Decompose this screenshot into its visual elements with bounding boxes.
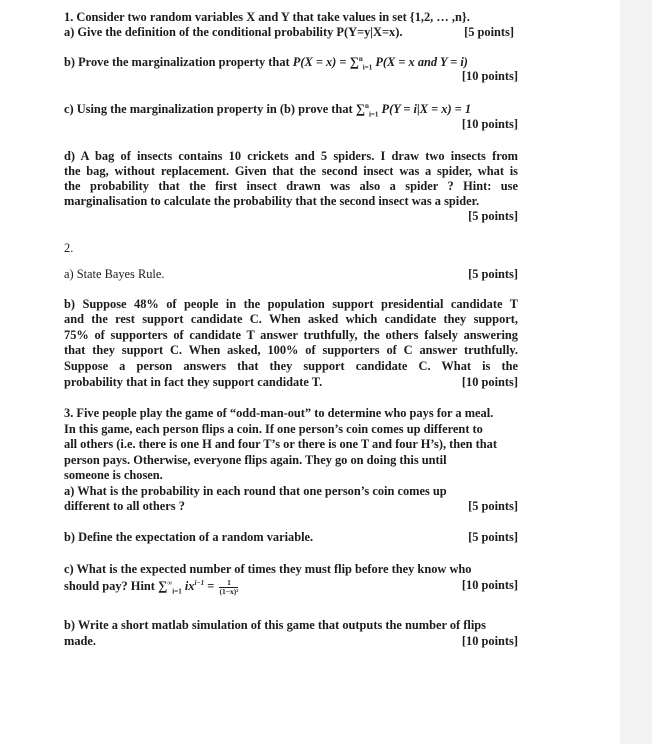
q3b-text: b) Define the expectation of a random variable. <box>64 530 314 544</box>
q1b-text: b) Prove the marginalization property that <box>64 55 290 69</box>
q1d-line-4: marginalisation to calculate the probability that the second insect was a spider. <box>64 194 480 208</box>
q1c-sum-upper: n <box>365 101 369 110</box>
q3d-points: [10 points] <box>461 634 518 648</box>
q2b-line-5: Suppose a person answers that they support candidate C. What is the <box>64 359 518 373</box>
q3c-fraction-denominator: (1−x)² <box>219 586 239 596</box>
q3a-points: [5 points] <box>468 499 518 513</box>
q3c-line-1: c) What is the expected number of times they must flip before they know who <box>64 562 472 576</box>
q2a-points: [5 points] <box>468 267 518 281</box>
q2b-points: [10 points] <box>461 375 518 389</box>
q1c-line <box>64 101 518 117</box>
q3d-line-2-text: made. <box>64 634 97 648</box>
q1b-line <box>64 54 518 70</box>
q2b-line-1: b) Suppose 48% of people in the population support presidential candidate T <box>64 297 518 311</box>
q3b-points: [5 points] <box>468 530 518 544</box>
q1d-line-1: d) A bag of insects contains 10 crickets and 5 spiders. I draw two insects from <box>64 149 518 163</box>
q3a-line-1: a) What is the probability in each round that one person’s coin comes up <box>64 484 447 498</box>
q2b-line-6-text: probability that in fact they support candidate T. <box>64 375 323 389</box>
q3-intro-line-1: 3. Five people play the game of “odd-man-out” to determine who pays for a meal. <box>64 406 494 420</box>
q3c-term: ix <box>184 579 195 593</box>
q1b-points: [10 points] <box>461 69 518 83</box>
q2a-line <box>64 267 518 282</box>
q2b-line-6 <box>64 375 518 390</box>
q3d-line-2 <box>64 634 518 649</box>
q3c-equals: = <box>207 579 215 593</box>
q2a-text: a) State Bayes Rule. <box>64 267 165 281</box>
q1b-lhs: P(X = x) = <box>292 55 347 69</box>
q1a-points: [5 points] <box>464 25 514 39</box>
q3c-prefix: should pay? Hint <box>64 579 155 593</box>
q1c-expr: P(Y = i|X = x) = 1 <box>381 102 472 116</box>
q1c-points: [10 points] <box>461 117 518 131</box>
q1d-points: [5 points] <box>468 209 518 223</box>
q3-intro-line-4: person pays. Otherwise, everyone flips again. They go on doing this until <box>64 453 447 467</box>
q3c-sum-symbol: ∑ <box>158 578 168 593</box>
q3-intro-line-5: someone is chosen. <box>64 468 163 482</box>
q3c-line-2 <box>64 578 518 596</box>
q2-number: 2. <box>64 241 74 255</box>
q3c-sum-lower: i=1 <box>172 587 182 596</box>
q1a-line <box>64 25 518 40</box>
q2b-line-4: that they support C. When asked, 100% of supporters of C answer truthfully. <box>64 343 518 357</box>
q1d-line-2: the bag, without replacement. Given that the second insect was a spider, what is <box>64 164 518 178</box>
q1b-sum-upper: n <box>358 54 363 63</box>
q1c-text: c) Using the marginalization property in (b) prove that <box>64 102 353 116</box>
q3-intro-line-3: all others (i.e. there is one H and four T’s or there is one T and four H’s), then that <box>64 437 497 451</box>
q2b-line-3: 75% of supporters of candidate T answer truthfully, the others falsely answering <box>64 328 518 342</box>
q3c-sum-upper: ∞ <box>167 578 173 587</box>
q3b-line <box>64 530 518 545</box>
q3a-line-2-text: different to all others ? <box>64 499 185 513</box>
q1-title: 1. Consider two random variables X and Y that take values in set {1,2, … ,n}. <box>64 10 470 24</box>
q2b-line-2: and the rest support candidate C. When asked which candidate they support, <box>64 312 518 326</box>
q3d-line-1: b) Write a short matlab simulation of this game that outputs the number of flips <box>64 618 486 632</box>
q1b-sum-symbol: ∑ <box>349 54 359 69</box>
q3a-line-2 <box>64 499 518 514</box>
q3c-points: [10 points] <box>461 578 518 592</box>
q1d-line-3: the probability that the first insect drawn was also a spider ? Hint: use <box>64 179 518 193</box>
q1a-text: a) Give the definition of the conditional probability P(Y=y|X=x). <box>64 25 403 39</box>
q1b-rhs: P(X = x and Y = i) <box>375 55 468 69</box>
q1b-sum-lower: i=1 <box>362 63 373 72</box>
right-margin-strip <box>620 0 652 744</box>
q3c-fraction-numerator: 1 <box>219 579 238 588</box>
q3c-fraction <box>219 579 238 596</box>
q3c-term-exponent: i−1 <box>194 578 205 587</box>
q1c-sum-symbol: ∑ <box>355 101 366 116</box>
q1c-sum-lower: i=1 <box>368 110 379 119</box>
q3-intro-line-2: In this game, each person flips a coin. If one person’s coin comes up different to <box>64 422 483 436</box>
